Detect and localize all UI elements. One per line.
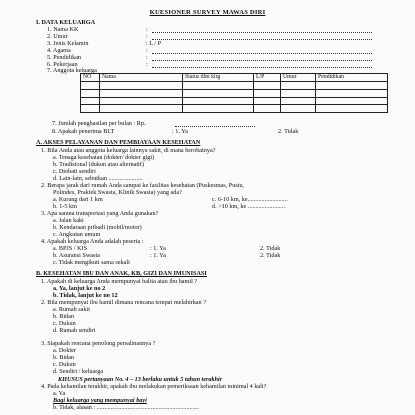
a-q1-text: 1. Bila Anda atau anggota keluarga lainnya sakit, di mana berobatnya? xyxy=(41,147,216,154)
a-q4-bpjs-ya[interactable]: : 1. Ya xyxy=(150,245,166,252)
b-q3-option-a[interactable]: a. Dokter xyxy=(53,347,77,354)
family-members-table xyxy=(80,73,388,113)
a-q4-bpjs-tidak[interactable]: 2. Tidak xyxy=(260,245,281,252)
field-nama-kk-sep: : xyxy=(146,26,148,33)
q-blt-option-ya[interactable]: : 1. Ya xyxy=(172,128,188,135)
field-pendidikan-sep: : xyxy=(146,54,148,61)
a-q3-option-a[interactable]: a. Jalan kaki xyxy=(53,217,84,224)
field-umur-input[interactable] xyxy=(152,33,372,40)
b-q2-option-c[interactable]: c. Dukun xyxy=(53,320,76,327)
b-q4-text: 4. Pada kehamilan terakhir, apakah ibu melakukan pemeriksaan kehamilan minimal 4 kali? xyxy=(41,383,267,390)
a-q4-option-c[interactable]: c. Tidak mengikuti sama sekali xyxy=(53,259,130,266)
field-umur-sep: : xyxy=(146,33,148,40)
a-q1-option-d[interactable]: d. Lain-lain, sebutkan ...................... xyxy=(53,175,143,182)
table-row[interactable] xyxy=(81,90,388,98)
a-q2-text-line2: Polindes, Praktek Swasta, Klinik Swasta) yang ada? xyxy=(53,189,182,196)
b-q1-option-b[interactable]: b. Tidak, lanjut ke no 12 xyxy=(53,292,118,299)
a-q4-bpjs-label: a. BPJS / KIS xyxy=(53,245,88,252)
b-q4-option-a[interactable]: a. Ya xyxy=(53,390,66,397)
field-agama-input[interactable] xyxy=(152,47,372,54)
field-pendidikan-label: 5. Pendidikan xyxy=(47,54,82,61)
a-q2-text-line1: 2. Berapa jarak dari rumah Anda sampai ke fasilitas kesehatan (Puskesmas, Pustu, xyxy=(41,182,245,189)
a-q2-option-c[interactable]: c. 6-10 km, ke.......................... xyxy=(212,196,288,203)
a-q1-option-b[interactable]: b. Tradisional (dukun atau alternatif) xyxy=(53,161,144,168)
field-pekerjaan-input[interactable] xyxy=(152,61,372,68)
b-q4-note: Bagi keluarga yang mempunyai bayi xyxy=(53,397,147,404)
section-a-heading: A. AKSES PELAYANAN DAN PEMBIAYAAN KESEHATAN xyxy=(36,139,201,146)
a-q2-option-b[interactable]: b. 1-5 km xyxy=(53,203,77,210)
col-status-header: Status dlm klrg xyxy=(183,74,254,82)
table-row[interactable] xyxy=(81,97,388,105)
page-title: KUESIONER SURVEY MAWAS DIRI xyxy=(149,9,266,16)
members-label: 7. Anggota keluarga xyxy=(47,67,97,74)
b-q3-option-d[interactable]: d. Sendiri / keluarga xyxy=(53,368,104,375)
q-income-label: 7. Jumlah penghasilan per bulan : Rp. xyxy=(52,120,146,127)
field-agama-label: 4. Agama xyxy=(47,47,71,54)
b-q1-text: 1. Apakah di keluarga Anda mempunyai balita atau ibu hamil ? xyxy=(41,278,198,285)
col-umur-header: Umur xyxy=(281,74,316,82)
khusus-note: KHUSUS pertanyaan No. 4 – 13 berlaku untuk 5 tahun terakhir xyxy=(58,376,223,383)
table-header-row xyxy=(81,74,388,82)
section-1-heading: I. DATA KELUARGA xyxy=(36,19,96,26)
b-q2-option-a[interactable]: a. Rumah sakit xyxy=(53,306,90,313)
field-pendidikan-input[interactable] xyxy=(152,54,372,61)
q-blt-option-tidak[interactable]: 2. Tidak xyxy=(278,128,299,135)
a-q4-asuransi-label: b. Asuransi Swasta xyxy=(53,252,100,259)
field-jenis-kelamin-label: 3. Jenis Kelamin xyxy=(47,40,89,47)
b-q2-text: 2. Bila mempunyai ibu hamil dimana rencana tempat melahirkan ? xyxy=(41,299,206,306)
field-nama-kk-label: 1. Nama KK xyxy=(47,26,79,33)
a-q2-option-a[interactable]: a. Kurang dari 1 km xyxy=(53,196,103,203)
field-jenis-kelamin-options[interactable]: : L / P xyxy=(146,40,162,47)
b-q3-text: 3. Siapakah rencana penolong persalinannya ? xyxy=(41,340,156,347)
col-lp-header: L/P xyxy=(254,74,281,82)
b-q4-option-b[interactable]: b. Tidak, alasan : .................................................................. xyxy=(53,404,199,411)
b-q3-option-c[interactable]: c. Dukun xyxy=(53,361,76,368)
section-b-heading: B. KESEHATAN IBU DAN ANAK, KB, GIZI DAN IMUNISASI xyxy=(36,270,207,277)
a-q4-asuransi-ya[interactable]: : 1. Ya xyxy=(150,252,166,259)
b-q2-option-b[interactable]: b. Bidan xyxy=(53,313,74,320)
a-q3-option-b[interactable]: b. Kendaraan pribadi (mobil/motor) xyxy=(53,224,142,231)
a-q1-option-a[interactable]: a. Tenaga kesehatan (dokter/ dokter gigi) xyxy=(53,154,155,161)
table-row[interactable] xyxy=(81,105,388,113)
a-q2-option-d[interactable]: d. >10 km, ke ........................ xyxy=(212,203,285,210)
q-blt-label: 8. Apakah penerima BLT xyxy=(52,128,115,135)
col-no-header: NO xyxy=(81,74,100,82)
b-q1-option-a[interactable]: a. Ya, lanjut ke no 2 xyxy=(53,285,106,292)
table-row[interactable] xyxy=(81,82,388,90)
a-q4-text: 4. Apakah keluarga Anda adalah peserta : xyxy=(41,238,144,245)
b-q3-option-b[interactable]: b. Bidan xyxy=(53,354,74,361)
col-nama-header: Nama xyxy=(100,74,183,82)
b-q2-option-d[interactable]: d. Rumah sendiri xyxy=(53,327,96,334)
col-pendidikan-header: Pendidikan xyxy=(316,74,388,82)
field-nama-kk-input[interactable] xyxy=(152,26,372,33)
a-q3-text: 3. Apa sarana transportasi yang Anda gunakan? xyxy=(41,210,159,217)
a-q3-option-c[interactable]: c. Angkutan umum xyxy=(53,231,101,238)
field-pekerjaan-label: 6. Pekerjaan xyxy=(47,61,78,68)
field-pekerjaan-sep: : xyxy=(146,61,148,68)
field-umur-label: 2. Umur xyxy=(47,33,68,40)
a-q4-asuransi-tidak[interactable]: 2. Tidak xyxy=(260,252,281,259)
field-agama-sep: : xyxy=(146,47,148,54)
a-q1-option-c[interactable]: c. Diobati sendiri xyxy=(53,168,96,175)
q-income-input[interactable] xyxy=(175,120,255,127)
